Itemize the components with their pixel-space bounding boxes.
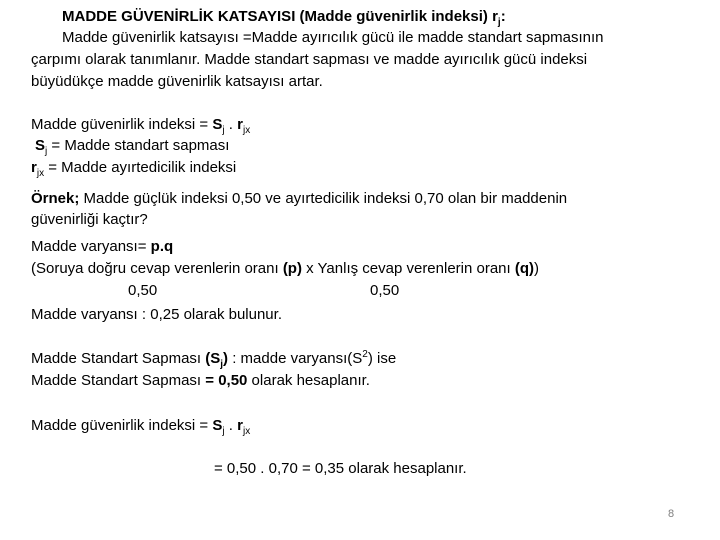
variance-explanation: (Soruya doğru cevap verenlerin oranı (p) x Yanlış cevap verenlerin oranı (q))	[31, 260, 540, 277]
final-calculation: = 0,50 . 0,70 = 0,35 olarak hesaplanır.	[214, 460, 467, 477]
definition-sj: $S_j$ = Madde standart sapması	[35, 137, 230, 157]
formula-reliability-index-repeat: Madde güvenirlik indeksi = $S_j$ . $r_{jx}$	[31, 417, 251, 437]
definition-rjx: $r_{jx}$ = Madde ayırtedicilik indeksi	[31, 159, 237, 179]
variance-value-q: 0,50	[370, 282, 400, 299]
variance-value-p: 0,50	[128, 282, 158, 299]
intro-line-3: büyüdükçe madde güvenirlik katsayısı artar.	[31, 73, 323, 90]
formula-reliability-index: Madde güvenirlik indeksi = $S_j$ . $r_{jx}$	[31, 116, 251, 136]
stddev-definition: Madde Standart Sapması $(S_j)$ : madde $varyansı(S^2)$ ise	[31, 349, 397, 370]
heading: MADDE GÜVENİRLİK KATSAYISI (Madde güvenirlik indeksi) $r_j$:	[62, 8, 506, 28]
variance-result: Madde varyansı : 0,25 olarak bulunur.	[31, 306, 282, 323]
intro-line-1: Madde güvenirlik katsayısı =Madde ayırıcılık gücü ile madde standart sapmasının	[62, 29, 604, 46]
variance-formula: Madde varyansı= p.q	[31, 238, 174, 255]
stddev-result: Madde Standart Sapması = 0,50 olarak hesaplanır.	[31, 372, 370, 389]
example-line-1: Örnek; Madde güçlük indeksi 0,50 ve ayırtedicilik indeksi 0,70 olan bir maddenin	[31, 190, 568, 207]
example-line-2: güvenirliği kaçtır?	[31, 211, 148, 228]
page-number: 8	[668, 508, 675, 520]
intro-line-2: çarpımı olarak tanımlanır. Madde standart sapması ve madde ayırıcılık gücü indeksi	[31, 51, 588, 68]
